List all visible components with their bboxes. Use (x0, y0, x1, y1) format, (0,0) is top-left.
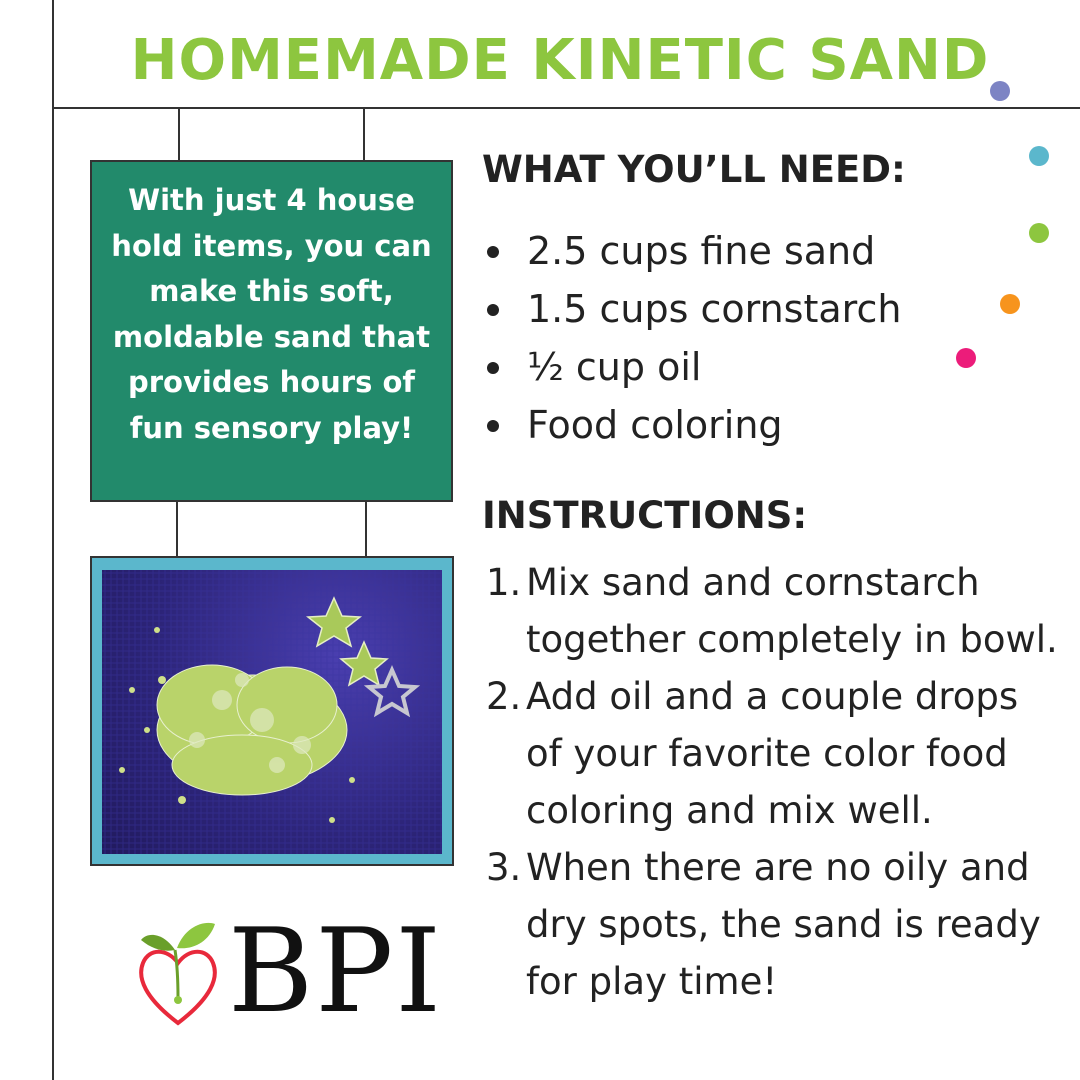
step-number: 3. (486, 846, 522, 889)
list-item: 2.5 cups fine sand (482, 222, 901, 280)
bullet-icon (487, 246, 499, 258)
logo-text: BPI (228, 904, 444, 1039)
hanger-line (363, 108, 365, 160)
instructions-list (482, 554, 1062, 1010)
step-number: 1. (486, 561, 522, 604)
hanger-line (365, 502, 367, 556)
instructions-heading: INSTRUCTIONS: (482, 494, 808, 537)
step-text: Mix sand and cornstarch together completely in bowl. (526, 561, 1058, 661)
bullet-icon (487, 304, 499, 316)
intro-text: With just 4 house hold items, you can make this soft, moldable sand that provides hours of fun sensory play! (111, 183, 432, 445)
list-item: 1.5 cups cornstarch (482, 280, 901, 338)
kinetic-sand-photo (102, 570, 442, 854)
hanger-line (178, 108, 180, 160)
header-divider (52, 107, 1080, 109)
needs-list (482, 222, 901, 454)
list-item (482, 839, 1062, 1010)
needs-heading: WHAT YOU’LL NEED: (482, 148, 906, 191)
bullet-icon (487, 420, 499, 432)
page-title: HOMEMADE KINETIC SAND (130, 28, 990, 93)
step-text: When there are no oily and dry spots, the sand is ready for play time! (526, 846, 1041, 1003)
left-border-line (52, 0, 54, 1080)
photo-frame (90, 556, 454, 866)
decor-dot (956, 348, 976, 368)
step-number: 2. (486, 675, 522, 718)
list-item (482, 554, 1062, 668)
intro-box (90, 160, 453, 502)
list-item: ½ cup oil (482, 338, 901, 396)
decor-dot (990, 81, 1010, 101)
list-item (482, 668, 1062, 839)
bullet-icon (487, 362, 499, 374)
hanger-line (176, 502, 178, 556)
list-item: Food coloring (482, 396, 901, 454)
step-text: Add oil and a couple drops of your favorite color food coloring and mix well. (526, 675, 1019, 832)
decor-dot (1029, 223, 1049, 243)
decor-dot (1029, 146, 1049, 166)
decor-dot (1000, 294, 1020, 314)
